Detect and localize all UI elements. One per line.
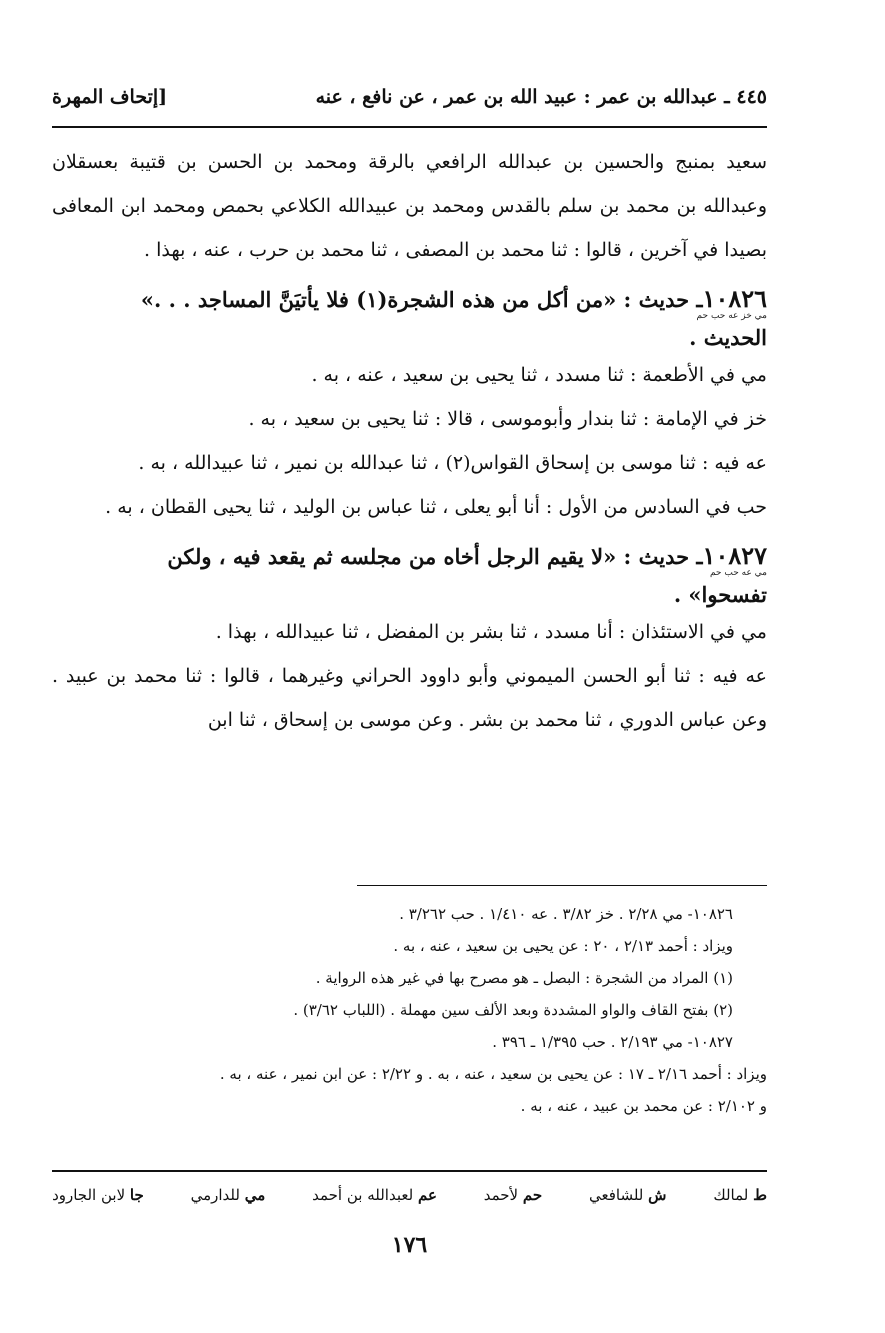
legend-item: [312, 1180, 437, 1210]
footnote-line: ويزاد : أحمد ٢/١٣ ، ٢٠ : عن يحيى بن سعيد ، عنه ، به .: [393, 937, 733, 955]
hadith-label: ـ حديث :: [623, 287, 703, 312]
legend-item: [191, 1180, 266, 1210]
legend-code: ط: [753, 1186, 767, 1204]
source-line: خز في الإمامة : ثنا بندار وأبوموسى ، قالا : ثنا يحيى بن سعيد ، به .: [248, 408, 767, 430]
page-number: ١٧٦: [391, 1232, 428, 1258]
hadith-source-codes: مي خز عه حب حم: [696, 311, 767, 321]
footnote-line: ١٠٨٢٧- مي ٢/١٩٣ . حب ١/٣٩٥ ـ ٣٩٦ .: [492, 1033, 733, 1051]
legend-name: للشافعي: [588, 1186, 644, 1204]
hadith-text: «من أكل من هذه الشجرة(١) فلا يأتيَنَّ المساجد . . .»: [140, 287, 617, 312]
legend-item: [52, 1180, 144, 1210]
header-rule: [52, 126, 767, 128]
footnotes: [52, 898, 767, 1122]
legend-rule: [52, 1170, 767, 1172]
running-header: [52, 80, 767, 114]
hadith-heading: [52, 284, 767, 353]
legend-name: لعبدالله بن أحمد: [312, 1186, 414, 1204]
footnote-line: و ٢/١٠٢ : عن محمد بن عبيد ، عنه ، به .: [520, 1097, 767, 1115]
legend-item: [484, 1180, 542, 1210]
legend-code: جا: [129, 1186, 144, 1204]
source-line: حب في السادس من الأول : أنا أبو يعلى ، ثنا عباس بن الوليد ، ثنا يحيى القطان ، به .: [105, 496, 767, 518]
source-line: عه فيه : ثنا أبو الحسن الميموني وأبو داوود الحراني وغيرهما ، قالوا : ثنا محمد بن عبيد . وعن عباس الدوري ، ثنا محمد بن بشر . وعن موسى بن إسحاق ، ثنا ابن: [52, 665, 767, 731]
document-page: [52, 0, 767, 1333]
intro-line: سعيد بمنبج والحسين بن عبدالله الرافعي بالرقة ومحمد بن الحسن بن قتيبة بعسقلان: [52, 151, 767, 173]
hadith-number: ١٠٨٢٧: [702, 541, 767, 570]
hadith-text-continued: الحديث .: [689, 325, 767, 350]
legend-item: [589, 1180, 667, 1210]
abbreviation-legend: [52, 1180, 767, 1210]
hadith-text: «لا يقيم الرجل أخاه من مجلسه ثم يقعد فيه ، ولكن: [167, 544, 617, 569]
hadith-source-codes: مي عه حب حم: [709, 568, 767, 578]
footnote-rule: [357, 885, 767, 886]
intro-line: عنه ، بهذا .: [144, 239, 231, 261]
legend-item: [713, 1180, 767, 1210]
source-line: مي في الاستئذان : أنا مسدد ، ثنا بشر بن المفضل ، ثنا عبيدالله ، بهذا .: [215, 621, 767, 643]
intro-paragraph: [52, 140, 767, 272]
hadith-label: ـ حديث :: [623, 544, 703, 569]
footnote-line: (١) المراد من الشجرة : البصل ـ هو مصرح بها في غير هذه الرواية .: [315, 969, 733, 987]
hadith-number: ١٠٨٢٦: [702, 284, 767, 313]
source-line: عه فيه : ثنا موسى بن إسحاق القواس(٢) ، ثنا عبدالله بن نمير ، ثنا عبيدالله ، به .: [138, 452, 767, 474]
legend-name: لابن الجارود: [52, 1186, 126, 1204]
legend-name: لمالك: [713, 1186, 749, 1204]
legend-code: مي: [244, 1186, 266, 1204]
header-title: ٤٤٥ ـ عبدالله بن عمر : عبيد الله بن عمر ، عن نافع ، عنه: [315, 86, 767, 108]
intro-line: وعبدالله بن محمد بن سلم بالقدس ومحمد بن عبيدالله الكلاعي بحمص ومحمد: [152, 195, 767, 217]
legend-name: للدارمي: [190, 1186, 240, 1204]
hadith-text-continued: تفسحوا» .: [673, 582, 767, 607]
footnote-line: ويزاد : أحمد ٢/١٦ ـ ١٧ : عن يحيى بن سعيد ، عنه ، به . و ٢/٢٢ : عن ابن نمير ، عنه ، به .: [219, 1065, 767, 1083]
legend-code: ش: [648, 1186, 667, 1204]
main-text: [52, 140, 767, 742]
footnote-line: ١٠٨٢٦- مي ٢/٢٨ . خز ٣/٨٢ . عه ١/٤١٠ . حب ٣/٢٦٢ .: [399, 905, 733, 923]
legend-code: حم: [522, 1186, 543, 1204]
hadith-heading: [52, 541, 767, 610]
footnote-line: (٢) بفتح القاف والواو المشددة وبعد الألف سين مهملة . (اللباب ٣/٦٢) .: [293, 1001, 733, 1019]
source-line: مي في الأطعمة : ثنا مسدد ، ثنا يحيى بن سعيد ، عنه ، به .: [311, 364, 767, 386]
legend-code: عم: [417, 1186, 437, 1204]
header-book-name: [إتحاف المهرة: [52, 86, 168, 108]
legend-name: لأحمد: [483, 1186, 519, 1204]
intro-line: ابن المعافى بصيدا في آخرين ، قالوا : ثنا محمد بن المصفى ، ثنا محمد بن حرب ،: [52, 195, 767, 261]
